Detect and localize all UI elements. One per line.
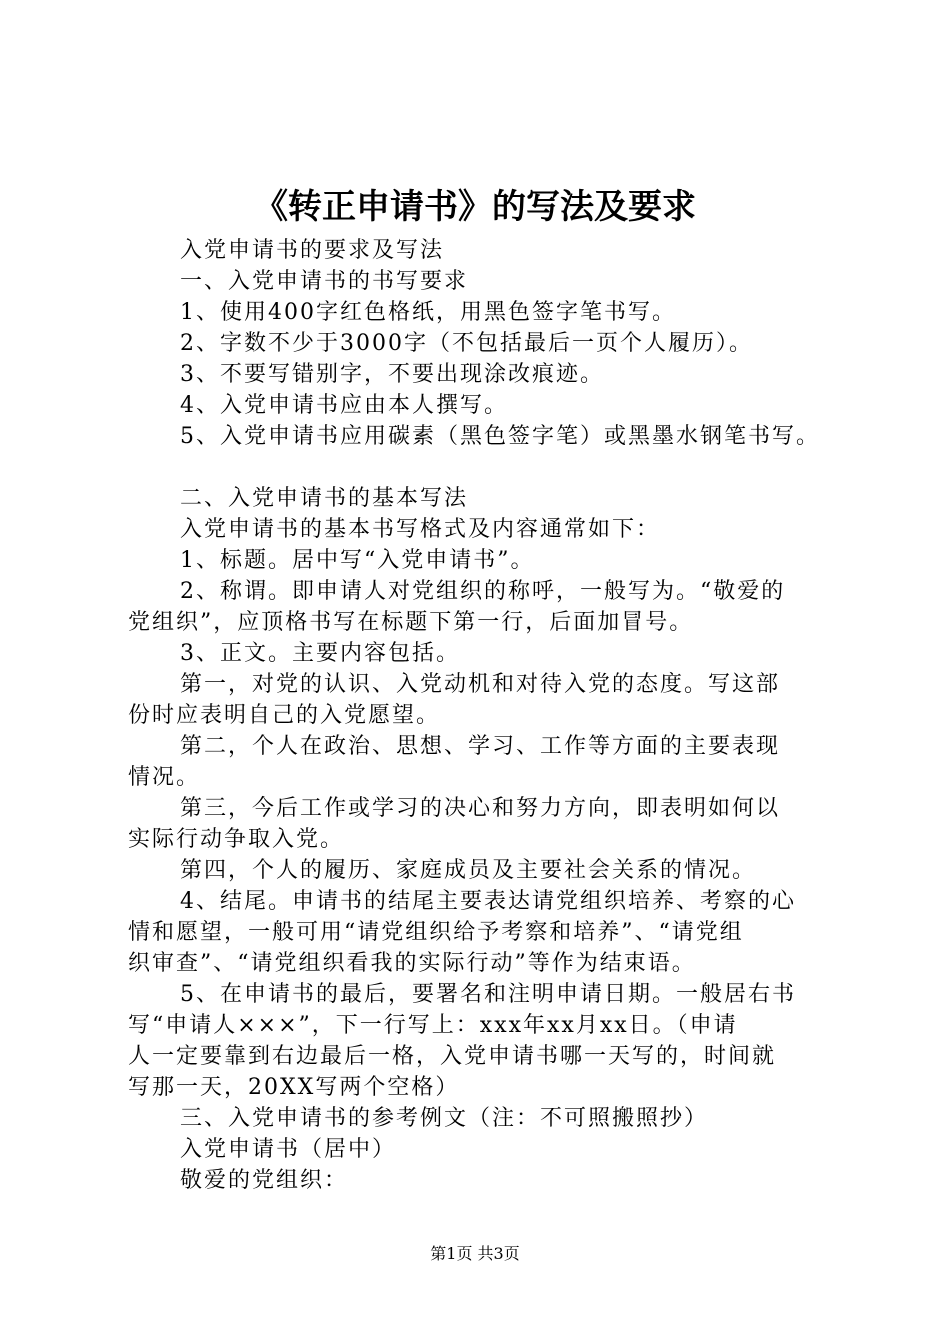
document-body — [128, 235, 848, 1196]
list-item: 5、入党申请书应用碳素（黑色签字笔）或黑墨水钢笔书写。 — [180, 424, 820, 449]
paragraph-line: 第二，个人在政治、思想、学习、工作等方面的主要表现 — [180, 734, 781, 759]
paragraph-line: 实际行动争取入党。 — [128, 827, 345, 852]
list-item: 5、在申请书的最后，要署名和注明申请日期。一般居右书 — [180, 982, 796, 1007]
section-heading: 一、入党申请书的书写要求 — [180, 269, 469, 294]
section-heading: 入党申请书的要求及写法 — [180, 238, 445, 263]
list-item: 1、标题。居中写“入党申请书”。 — [180, 548, 535, 573]
paragraph-line: 党组织”，应顶格书写在标题下第一行，后面加冒号。 — [128, 610, 694, 635]
list-item: 3、正文。主要内容包括。 — [180, 641, 460, 666]
document-title: 《转正申请书》的写法及要求 — [254, 187, 696, 227]
paragraph-line: 份时应表明自己的入党愿望。 — [128, 703, 441, 728]
paragraph-line: 写“申请人×××”，下一行写上：xxx年xx月xx日。（申请 — [128, 1013, 738, 1038]
paragraph-line: 人一定要靠到右边最后一格，入党申请书哪一天写的，时间就 — [128, 1044, 777, 1069]
section-heading: 二、入党申请书的基本写法 — [180, 486, 469, 511]
paragraph-line: 第四，个人的履历、家庭成员及主要社会关系的情况。 — [180, 858, 757, 883]
paragraph-line: 写那一天，20XX写两个空格） — [128, 1075, 460, 1100]
list-item: 2、字数不少于3000字（不包括最后一页个人履历）。 — [180, 331, 753, 356]
list-item: 3、不要写错别字，不要出现涂改痕迹。 — [180, 362, 604, 387]
list-item: 4、入党申请书应由本人撰写。 — [180, 393, 508, 418]
paragraph-line: 第一，对党的认识、入党动机和对待入党的态度。写这部 — [180, 672, 781, 697]
paragraph-line: 情况。 — [128, 765, 201, 790]
paragraph-line: 入党申请书的基本书写格式及内容通常如下： — [180, 517, 661, 542]
paragraph-line: 织审查”、“请党组织看我的实际行动”等作为结束语。 — [128, 951, 696, 976]
paragraph-line: 敬爱的党组织： — [180, 1168, 349, 1193]
paragraph-gap — [128, 452, 848, 483]
list-item: 4、结尾。申请书的结尾主要表达请党组织培养、考察的心 — [180, 889, 796, 914]
paragraph-line: 第三，今后工作或学习的决心和努力方向，即表明如何以 — [180, 796, 781, 821]
list-item: 2、称谓。即申请人对党组织的称呼，一般写为。“敬爱的 — [180, 579, 786, 604]
page-footer: 第1页 共3页 — [430, 1244, 520, 1263]
paragraph-line: 入党申请书（居中） — [180, 1137, 397, 1162]
paragraph-line: 情和愿望，一般可用“请党组织给予考察和培养”、“请党组 — [128, 920, 744, 945]
list-item: 1、使用400字红色格纸，用黑色签字笔书写。 — [180, 300, 676, 325]
section-heading: 三、入党申请书的参考例文（注：不可照搬照抄） — [180, 1106, 709, 1131]
